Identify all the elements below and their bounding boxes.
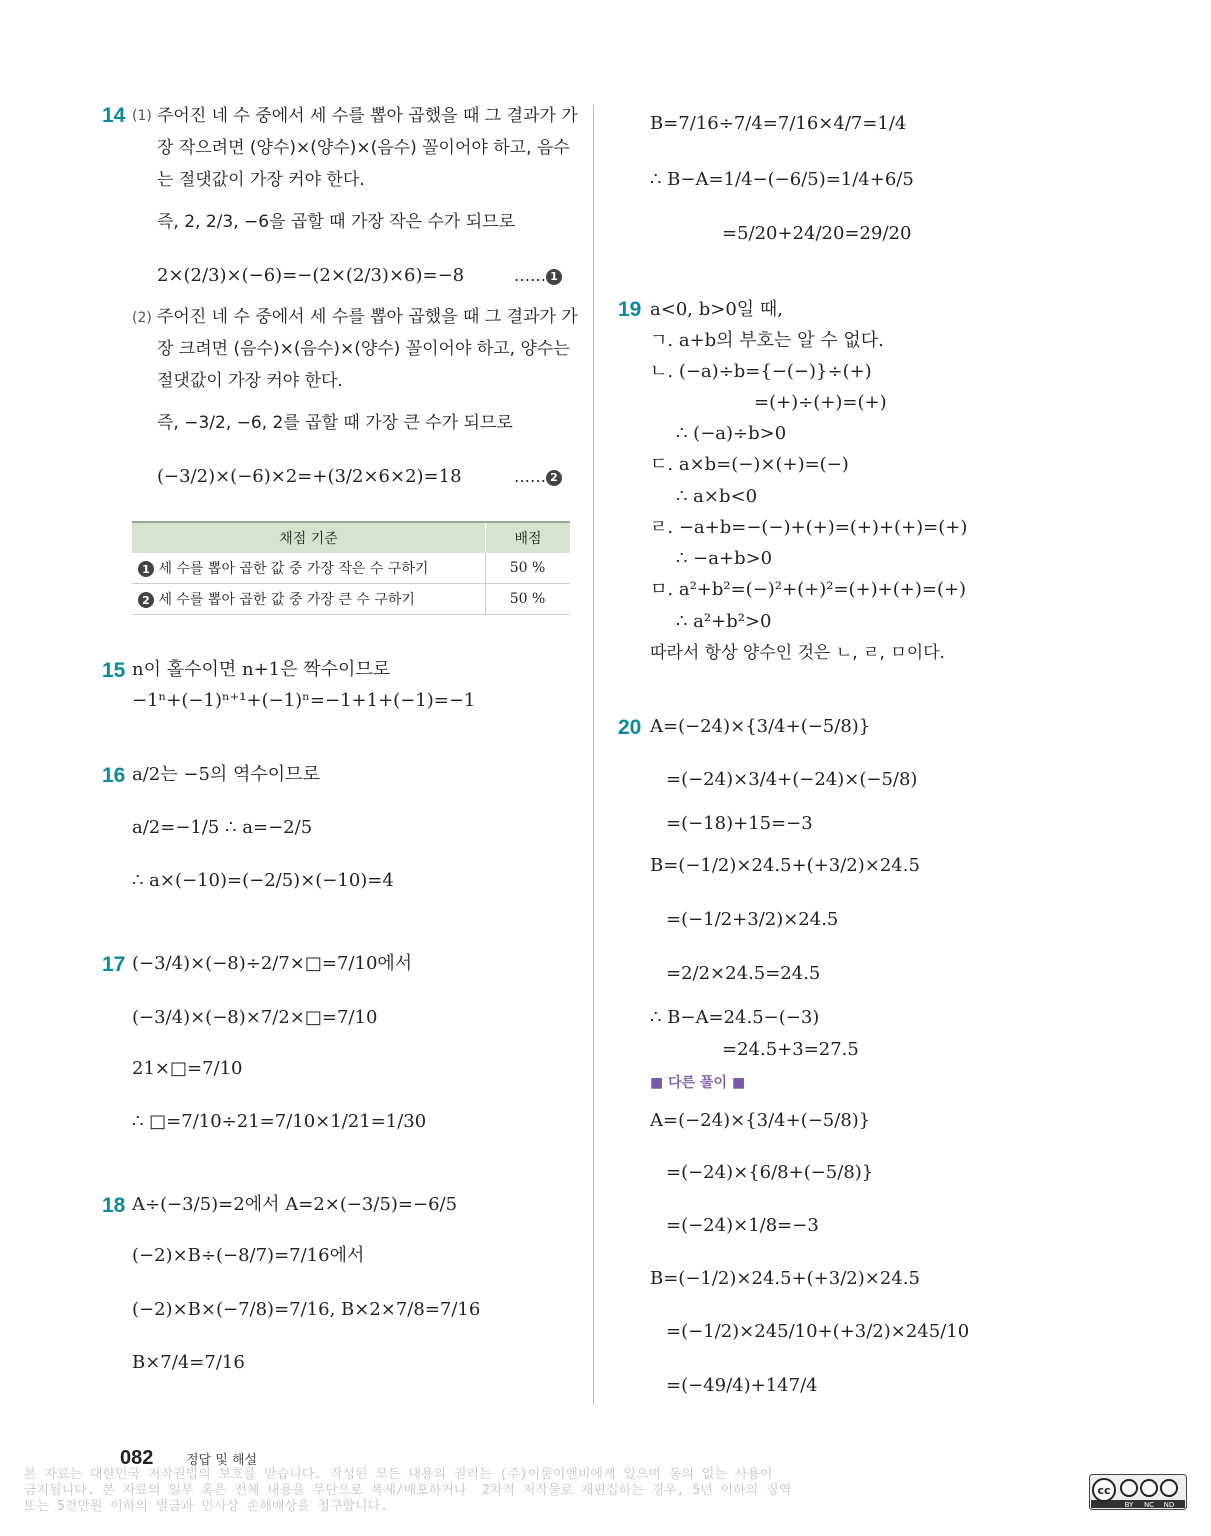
math-line: =(−1/2+3/2)×24.5: [666, 909, 839, 930]
math-line: ∴ B−A=1/4−(−6/5)=1/4+6/5: [650, 169, 914, 190]
math-line: =5/20+24/20=29/20: [722, 223, 912, 244]
math-line: ∴ □=7/10÷21=7/10×1/21=1/30: [132, 1111, 427, 1132]
math-line: ㄷ. a×b=(−)×(+)=(−): [650, 454, 849, 475]
text-line: 즉, −3/2, −6, 2를 곱할 때 가장 큰 수가 되므로: [157, 413, 513, 433]
math-line: ㅁ. a²+b²=(−)²+(+)²=(+)+(+)=(+): [650, 579, 967, 600]
criteria-text: 세 수를 뽑아 곱한 값 중 가장 큰 수 구하기: [158, 592, 415, 608]
column-divider: [593, 105, 594, 1405]
table-header: 배점: [486, 522, 571, 553]
math-line: A=(−24)×{3/4+(−5/8)}: [650, 1110, 871, 1131]
text-line: 장 작으려면 (양수)×(양수)×(음수) 꼴이어야 하고, 음수: [157, 138, 570, 158]
copyright-notice: [24, 1467, 1064, 1515]
mark-2: [514, 467, 562, 486]
math-line: (−3/4)×(−8)÷2/7×□=7/10에서: [132, 953, 413, 974]
criteria-text: 세 수를 뽑아 곱한 값 중 가장 작은 수 구하기: [158, 561, 429, 577]
math-line: ㄹ. −a+b=−(−)+(+)=(+)+(+)=(+): [650, 517, 968, 538]
cc-nd-label: ND: [1163, 1501, 1175, 1509]
math-line: A÷(−3/5)=2에서 A=2×(−3/5)=−6/5: [132, 1194, 458, 1215]
math-line: B=(−1/2)×24.5+(+3/2)×24.5: [650, 1268, 920, 1289]
copyright-line: 금지됩니다. 본 자료의 일부 혹은 전체 내용을 무단으로 복제/배포하거나 2차적 저작물로 재편집하는 경우, 5년 이하의 징역: [24, 1483, 792, 1498]
circled-number-icon: 1: [138, 561, 154, 577]
question-number: 14: [102, 104, 126, 127]
math-line: =2/2×24.5=24.5: [666, 963, 821, 984]
question-number: 18: [102, 1194, 126, 1217]
alt-solution-title: ■ 다른 풀이 ■: [650, 1075, 746, 1091]
page-number: 082: [120, 1447, 154, 1469]
text-line: 절댓값이 가장 커야 한다.: [157, 371, 343, 391]
math-line: =(−18)+15=−3: [666, 813, 813, 834]
cc-nc-label: NC: [1143, 1501, 1155, 1509]
table-header: 채점 기준: [132, 522, 486, 553]
svg-text:cc: cc: [1097, 1484, 1111, 1497]
question-number: 19: [618, 298, 642, 321]
math-line: (−2)×B÷(−8/7)=7/16에서: [132, 1245, 365, 1266]
math-line: =(−24)×3/4+(−24)×(−5/8): [666, 769, 918, 790]
math-line: a/2=−1/5 ∴ a=−2/5: [132, 817, 313, 838]
math-line: (−2)×B×(−7/8)=7/16, B×2×7/8=7/16: [132, 1299, 481, 1320]
math-line: A=(−24)×{3/4+(−5/8)}: [650, 716, 871, 737]
mark-1: [514, 266, 562, 285]
text-line: 즉, 2, 2/3, −6을 곱할 때 가장 작은 수가 되므로: [157, 212, 515, 232]
math-line: ∴ a×b<0: [676, 486, 758, 507]
question-number: 17: [102, 953, 126, 976]
text-line: a<0, b>0일 때,: [650, 299, 783, 320]
cc-by-label: BY: [1124, 1501, 1134, 1509]
part-label: (1): [132, 108, 152, 124]
table-cell: 50 %: [486, 553, 571, 584]
text-line: n이 홀수이면 n+1은 짝수이므로: [132, 659, 391, 680]
table-row: [132, 553, 570, 584]
math-line: =(−24)×{6/8+(−5/8)}: [666, 1162, 874, 1183]
question-number: 15: [102, 659, 126, 682]
table-cell: [132, 584, 486, 615]
table-row: [132, 584, 570, 615]
math-line: B=7/16÷7/4=7/16×4/7=1/4: [650, 113, 907, 134]
circled-number-icon: 2: [138, 592, 154, 608]
text-line: 따라서 항상 양수인 것은 ㄴ, ㄹ, ㅁ이다.: [650, 643, 945, 663]
math-line: =24.5+3=27.5: [722, 1039, 859, 1060]
scoring-table: [132, 521, 570, 615]
math-line: (−3/4)×(−8)×7/2×□=7/10: [132, 1007, 378, 1028]
question-number: 16: [102, 764, 126, 787]
table-cell: 50 %: [486, 584, 571, 615]
footer-label: 정답 및 해설: [186, 1453, 258, 1468]
math-line: 21×□=7/10: [132, 1058, 243, 1079]
math-line: ∴ a²+b²>0: [676, 611, 772, 632]
copyright-line: 또는 5천만원 이하의 벌금과 민사상 손해배상을 청구합니다.: [24, 1499, 389, 1514]
text-line: 는 절댓값이 가장 커야 한다.: [157, 170, 365, 190]
math-line: (−3/2)×(−6)×2=+(3/2×6×2)=18: [157, 466, 462, 487]
math-line: ∴ (−a)÷b>0: [676, 423, 787, 444]
text-line: a/2는 −5의 역수이므로: [132, 764, 320, 785]
text-line: ㄱ. a+b의 부호는 알 수 없다.: [650, 330, 884, 351]
math-line: ㄴ. (−a)÷b={−(−)}÷(+): [650, 361, 872, 382]
math-line: 2×(2/3)×(−6)=−(2×(2/3)×6)=−8: [157, 265, 465, 286]
math-line: ∴ −a+b>0: [676, 548, 773, 569]
copyright-line: 본 자료는 대한민국 저작권법의 보호를 받습니다. 작성된 모든 내용의 권리는 (주)이룸이앤비에게 있으며 동의 없는 사용이: [24, 1467, 773, 1482]
math-line: −1ⁿ+(−1)ⁿ⁺¹+(−1)ⁿ=−1+1+(−1)=−1: [132, 690, 476, 711]
table-header-row: [132, 522, 570, 553]
text-line: 주어진 네 수 중에서 세 수를 뽑아 곱했을 때 그 결과가 가: [157, 307, 578, 327]
question-number: 20: [618, 716, 642, 739]
cc-license-icon: [1089, 1474, 1187, 1510]
math-line: ∴ a×(−10)=(−2/5)×(−10)=4: [132, 870, 394, 891]
math-line: B=(−1/2)×24.5+(+3/2)×24.5: [650, 855, 920, 876]
math-line: ∴ B−A=24.5−(−3): [650, 1007, 820, 1028]
math-line: =(+)÷(+)=(+): [754, 392, 887, 413]
table-cell: [132, 553, 486, 584]
math-line: =(−24)×1/8=−3: [666, 1215, 819, 1236]
text-line: 장 크려면 (음수)×(음수)×(양수) 꼴이어야 하고, 양수는: [157, 339, 570, 359]
ellipsis: ……: [514, 467, 546, 486]
math-line: =(−49/4)+147/4: [666, 1375, 818, 1396]
math-line: B×7/4=7/16: [132, 1352, 245, 1373]
part-label: (2): [132, 310, 152, 326]
circled-number-icon: 2: [546, 470, 562, 486]
math-line: =(−1/2)×245/10+(+3/2)×245/10: [666, 1321, 970, 1342]
circled-number-icon: 1: [546, 269, 562, 285]
text-line: 주어진 네 수 중에서 세 수를 뽑아 곱했을 때 그 결과가 가: [157, 106, 578, 126]
ellipsis: ……: [514, 266, 546, 285]
